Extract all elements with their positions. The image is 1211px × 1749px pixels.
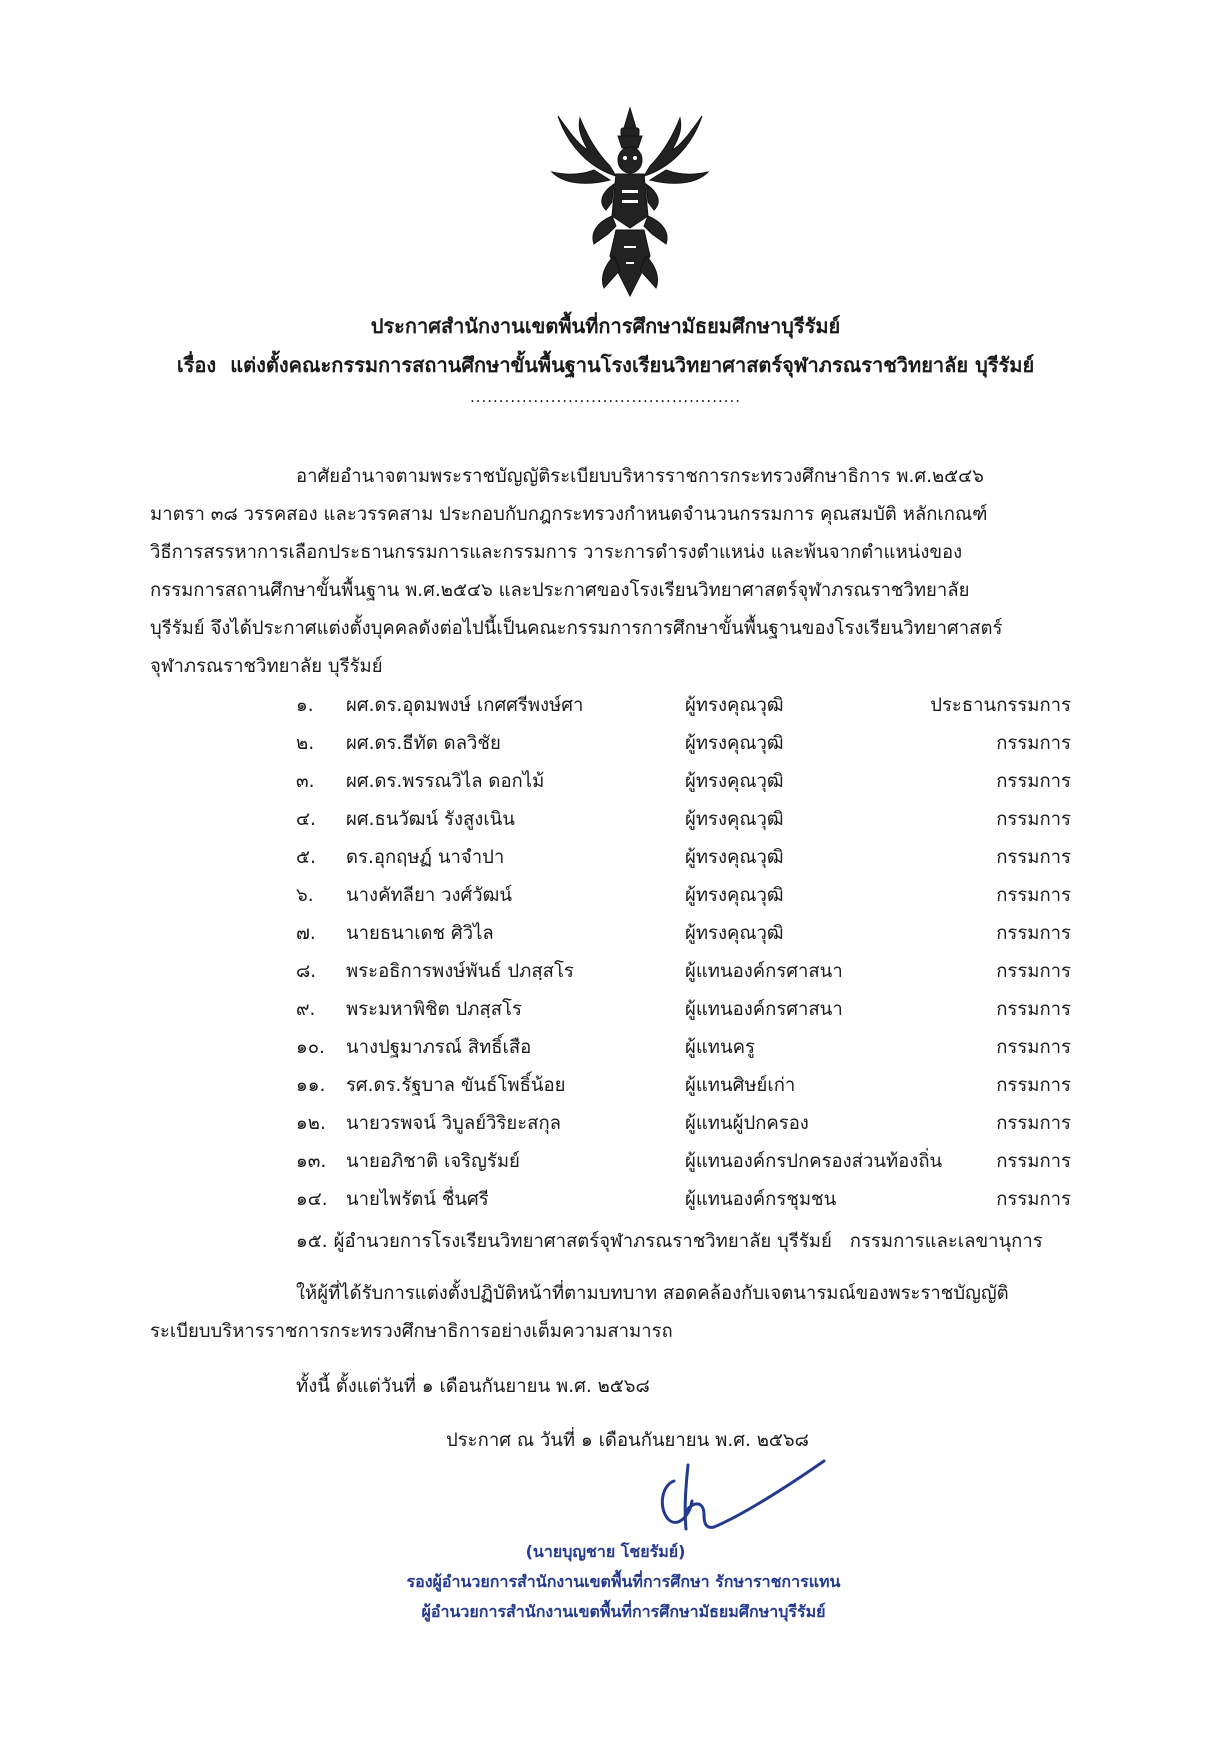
preamble-line: วิธีการสรรหาการเลือกประธานกรรมการและกรรมการ วาระการดำรงตำแหน่ง และพ้นจากตำแหน่งของ: [150, 542, 963, 563]
preamble-line: บุรีรัมย์ จึงได้ประกาศแต่งตั้งบุคคลดังต่อไปนี้เป็นคณะกรรมการการศึกษาขั้นพื้นฐานของโรงเรียนวิทยาศาสตร์: [150, 618, 1003, 639]
member-representation: ผู้ทรงคุณวุฒิ: [685, 923, 784, 944]
title-divider: ...............................................: [469, 388, 742, 406]
member-name: นายวรพจน์ วิบูลย์วิริยะสกุล: [346, 1113, 561, 1134]
member-role: กรรมการ: [996, 809, 1071, 830]
member-row: [0, 957, 1211, 993]
member-number: ๑๓.: [296, 1151, 327, 1172]
member-row: [296, 1227, 1043, 1256]
announcement-subject: [0, 349, 1211, 381]
member-role: กรรมการ: [996, 999, 1071, 1020]
member-representation: ผู้แทนครู: [685, 1037, 755, 1058]
member-representation: ผู้ทรงคุณวุฒิ: [685, 771, 784, 792]
subject-label: เรื่อง: [176, 353, 217, 377]
member-representation: ผู้ทรงคุณวุฒิ: [685, 733, 784, 754]
signer-name: (นายบุญชาย โชยรัมย์): [525, 1542, 686, 1561]
member-number: ๑๒.: [296, 1113, 326, 1134]
member-representation: ผู้แทนองค์กรปกครองส่วนท้องถิ่น: [685, 1151, 943, 1172]
member-name: ผศ.ดร.อุดมพงษ์ เกศศรีพงษ์ศา: [346, 695, 584, 716]
preamble-line: จุฬาภรณราชวิทยาลัย บุรีรัมย์: [150, 656, 383, 677]
member-number: ๑๔.: [296, 1189, 328, 1210]
member-representation: ผู้แทนองค์กรชุมชน: [685, 1189, 837, 1210]
member-row: [0, 1185, 1211, 1221]
member-role: กรรมการ: [996, 1151, 1071, 1172]
member-row: [0, 767, 1211, 803]
announcement-title: ประกาศสำนักงานเขตพื้นที่การศึกษามัธยมศึกษาบุรีรัมย์: [370, 314, 841, 338]
member-number: ๓.: [296, 771, 315, 792]
member-representation: ผู้แทนศิษย์เก่า: [685, 1075, 796, 1096]
member-row: [0, 1109, 1211, 1145]
member-role: กรรมการ: [996, 961, 1071, 982]
subject-text: แต่งตั้งคณะกรรมการสถานศึกษาขั้นพื้นฐานโรงเรียนวิทยาศาสตร์จุฬาภรณราชวิทยาลัย บุรีรัมย์: [230, 353, 1035, 377]
member-role: กรรมการ: [996, 1075, 1071, 1096]
member-role: กรรมการ: [996, 847, 1071, 868]
member-number: ๑๕.: [296, 1231, 328, 1252]
member-name: ผศ.ดร.ธีทัต ดลวิชัย: [346, 733, 501, 754]
member-name: พระมหาพิชิต ปภสฺสโร: [346, 999, 522, 1020]
member-row: [0, 1071, 1211, 1107]
member-name: ผศ.ดร.พรรณวิไล ดอกไม้: [346, 771, 545, 792]
duty-line: ระเบียบบริหารราชการกระทรวงศึกษาธิการอย่างเต็มความสามารถ: [150, 1321, 673, 1342]
member-role: กรรมการ: [996, 923, 1071, 944]
member-representation: ผู้แทนผู้ปกครอง: [685, 1113, 809, 1134]
member-number: ๒.: [296, 733, 315, 754]
member-representation: ผู้แทนองค์กรศาสนา: [685, 999, 843, 1020]
member-name: นายธนาเดช ศิวิไล: [346, 923, 494, 944]
member-name: ดร.อุกฤษฏ์ นาจำปา: [346, 847, 505, 868]
member-row: [0, 919, 1211, 955]
member-name: นางคัทลียา วงศ์วัฒน์: [346, 885, 512, 906]
member-role: กรรมการและเลขานุการ: [849, 1231, 1043, 1252]
member-row: [0, 881, 1211, 917]
member-role: กรรมการ: [996, 733, 1071, 754]
member-number: ๔.: [296, 809, 316, 830]
member-name: ผศ.ธนวัฒน์ รังสูงเนิน: [346, 809, 515, 830]
signer-position: ผู้อำนวยการสำนักงานเขตพื้นที่การศึกษามัธยมศึกษาบุรีรัมย์: [421, 1602, 826, 1621]
signer-position: รองผู้อำนวยการสำนักงานเขตพื้นที่การศึกษา รักษาราชการแทน: [406, 1572, 841, 1591]
member-representation: ผู้ทรงคุณวุฒิ: [685, 885, 784, 906]
member-role: กรรมการ: [996, 1189, 1071, 1210]
member-role: กรรมการ: [996, 885, 1071, 906]
member-role: ประธานกรรมการ: [930, 695, 1071, 716]
member-name: รศ.ดร.รัฐบาล ขันธ์โพธิ์น้อย: [346, 1075, 566, 1096]
member-role: กรรมการ: [996, 1113, 1071, 1134]
member-representation: ผู้ทรงคุณวุฒิ: [685, 695, 784, 716]
announcement-date: ประกาศ ณ วันที่ ๑ เดือนกันยายน พ.ศ. ๒๕๖๘: [446, 1430, 809, 1451]
duty-line: ให้ผู้ที่ได้รับการแต่งตั้งปฏิบัติหน้าที่ตามบทบาท สอดคล้องกับเจตนารมณ์ของพระราชบัญญัติ: [296, 1283, 1009, 1304]
member-name: นางปฐมาภรณ์ สิทธิ์เสือ: [346, 1037, 532, 1058]
member-name: ผู้อำนวยการโรงเรียนวิทยาศาสตร์จุฬาภรณราชวิทยาลัย บุรีรัมย์: [333, 1231, 832, 1252]
member-representation: ผู้แทนองค์กรศาสนา: [685, 961, 843, 982]
member-representation: ผู้ทรงคุณวุฒิ: [685, 809, 784, 830]
member-name: พระอธิการพงษ์พันธ์ ปภสฺสโร: [346, 961, 574, 982]
member-number: ๖.: [296, 885, 314, 906]
member-number: ๕.: [296, 847, 316, 868]
member-number: ๑.: [296, 695, 314, 716]
preamble-line: มาตรา ๓๘ วรรคสอง และวรรคสาม ประกอบกับกฎกระทรวงกำหนดจำนวนกรรมการ คุณสมบัติ หลักเกณฑ์: [150, 504, 988, 525]
handwritten-signature: [648, 1445, 828, 1555]
effective-date: ทั้งนี้ ตั้งแต่วันที่ ๑ เดือนกันยายน พ.ศ. ๒๕๖๘: [296, 1376, 650, 1397]
member-number: ๙.: [296, 999, 316, 1020]
member-role: กรรมการ: [996, 1037, 1071, 1058]
member-role: กรรมการ: [996, 771, 1071, 792]
member-number: ๘.: [296, 961, 317, 982]
member-name: นายอภิชาติ เจริญรัมย์: [346, 1151, 520, 1172]
member-row: [0, 691, 1211, 727]
member-row: [0, 729, 1211, 765]
member-number: ๑๑.: [296, 1075, 326, 1096]
member-representation: ผู้ทรงคุณวุฒิ: [685, 847, 784, 868]
member-row: [0, 843, 1211, 879]
member-row: [0, 1033, 1211, 1069]
member-number: ๗.: [296, 923, 316, 944]
preamble-line: กรรมการสถานศึกษาขั้นพื้นฐาน พ.ศ.๒๕๔๖ และประกาศของโรงเรียนวิทยาศาสตร์จุฬาภรณราชวิทยาลัย: [150, 580, 970, 601]
member-row: [0, 1147, 1211, 1183]
garuda-emblem-icon: [550, 106, 710, 301]
member-row: [0, 995, 1211, 1031]
member-row: [0, 805, 1211, 841]
member-name: นายไพรัตน์ ชื่นศรี: [346, 1189, 489, 1210]
preamble-line: อาศัยอำนาจตามพระราชบัญญัติระเบียบบริหารราชการกระทรวงศึกษาธิการ พ.ศ.๒๕๔๖: [296, 466, 984, 487]
member-number: ๑๐.: [296, 1037, 325, 1058]
